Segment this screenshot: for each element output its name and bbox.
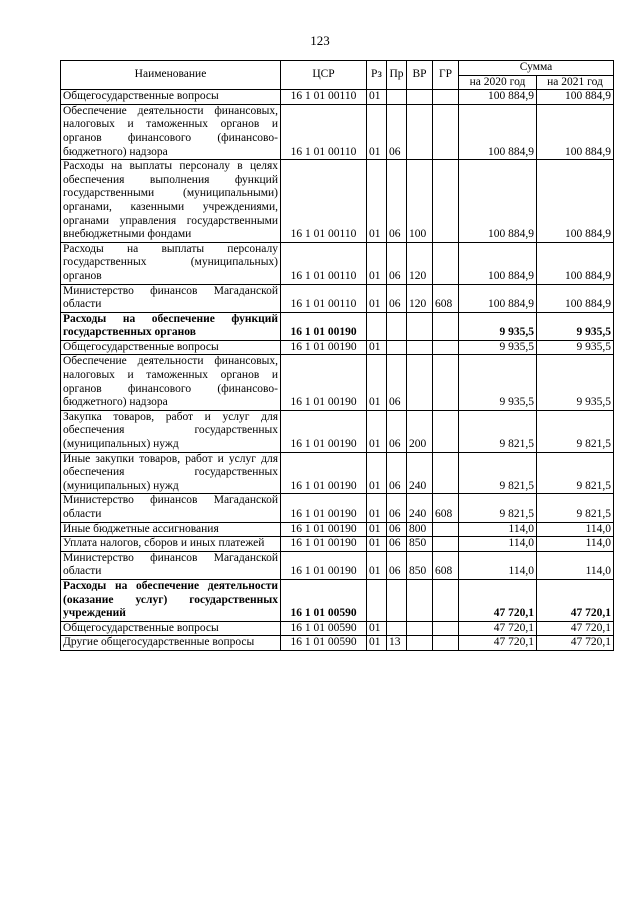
row-name-cell: Иные бюджетные ассигнования xyxy=(61,522,281,537)
table-row xyxy=(61,410,614,452)
table-row xyxy=(61,284,614,312)
row-rz-cell: 01 xyxy=(367,537,387,552)
row-sum-2020-cell: 9 935,5 xyxy=(459,312,537,340)
table-row xyxy=(61,312,614,340)
row-name-cell: Министерство финансов Магаданской области xyxy=(61,284,281,312)
row-sum-2020-cell: 9 935,5 xyxy=(459,355,537,410)
table-row xyxy=(61,355,614,410)
row-name-cell: Иные закупки товаров, работ и услуг для обеспечения государственных (муниципальных) нужд xyxy=(61,452,281,494)
table-row xyxy=(61,621,614,636)
row-sum-2021-cell: 100 884,9 xyxy=(537,242,614,284)
header-csr: ЦСР xyxy=(281,61,367,90)
row-rz-cell: 01 xyxy=(367,452,387,494)
row-csr-cell: 16 1 01 00590 xyxy=(281,579,367,621)
row-sum-2021-cell: 100 884,9 xyxy=(537,90,614,105)
row-name-cell: Министерство финансов Магаданской области xyxy=(61,551,281,579)
row-sum-2020-cell: 9 821,5 xyxy=(459,410,537,452)
row-gr-cell xyxy=(433,579,459,621)
row-rz-cell: 01 xyxy=(367,284,387,312)
row-pr-cell xyxy=(387,579,407,621)
row-pr-cell: 06 xyxy=(387,551,407,579)
row-rz-cell: 01 xyxy=(367,494,387,522)
row-csr-cell: 16 1 01 00110 xyxy=(281,160,367,243)
row-rz-cell xyxy=(367,312,387,340)
row-gr-cell xyxy=(433,104,459,159)
row-pr-cell xyxy=(387,90,407,105)
row-vr-cell: 850 xyxy=(407,551,433,579)
row-vr-cell: 120 xyxy=(407,284,433,312)
row-pr-cell: 06 xyxy=(387,494,407,522)
table-row xyxy=(61,636,614,651)
row-vr-cell: 850 xyxy=(407,537,433,552)
row-sum-2021-cell: 47 720,1 xyxy=(537,579,614,621)
row-sum-2021-cell: 9 935,5 xyxy=(537,340,614,355)
row-sum-2021-cell: 114,0 xyxy=(537,551,614,579)
row-pr-cell: 06 xyxy=(387,452,407,494)
row-sum-2021-cell: 114,0 xyxy=(537,537,614,552)
row-vr-cell xyxy=(407,340,433,355)
row-csr-cell: 16 1 01 00110 xyxy=(281,284,367,312)
header-row-1 xyxy=(61,61,614,76)
row-csr-cell: 16 1 01 00190 xyxy=(281,537,367,552)
row-sum-2020-cell: 100 884,9 xyxy=(459,104,537,159)
row-name-cell: Обеспечение деятельности финансовых, налоговых и таможенных органов и органов финансового (финансово-бюджетного) надзора xyxy=(61,355,281,410)
table-row xyxy=(61,104,614,159)
header-name: Наименование xyxy=(61,61,281,90)
row-sum-2020-cell: 9 821,5 xyxy=(459,494,537,522)
table-row xyxy=(61,452,614,494)
row-pr-cell xyxy=(387,312,407,340)
row-csr-cell: 16 1 01 00190 xyxy=(281,522,367,537)
row-pr-cell: 06 xyxy=(387,537,407,552)
row-rz-cell: 01 xyxy=(367,90,387,105)
row-rz-cell: 01 xyxy=(367,551,387,579)
row-rz-cell: 01 xyxy=(367,160,387,243)
row-name-cell: Общегосударственные вопросы xyxy=(61,90,281,105)
table-row xyxy=(61,522,614,537)
row-csr-cell: 16 1 01 00110 xyxy=(281,104,367,159)
header-year-2020: на 2020 год xyxy=(459,75,537,90)
row-pr-cell: 06 xyxy=(387,410,407,452)
budget-table xyxy=(60,60,614,651)
table-row xyxy=(61,90,614,105)
row-sum-2021-cell: 100 884,9 xyxy=(537,284,614,312)
row-gr-cell xyxy=(433,355,459,410)
row-sum-2020-cell: 100 884,9 xyxy=(459,242,537,284)
row-vr-cell xyxy=(407,355,433,410)
row-sum-2021-cell: 9 821,5 xyxy=(537,452,614,494)
row-vr-cell xyxy=(407,621,433,636)
table-row xyxy=(61,160,614,243)
row-vr-cell xyxy=(407,312,433,340)
table-row xyxy=(61,579,614,621)
page-number: 123 xyxy=(310,33,330,48)
row-gr-cell xyxy=(433,160,459,243)
row-gr-cell: 608 xyxy=(433,494,459,522)
row-pr-cell xyxy=(387,340,407,355)
row-name-cell: Расходы на выплаты персоналу государственных (муниципальных) органов xyxy=(61,242,281,284)
row-vr-cell: 240 xyxy=(407,452,433,494)
row-csr-cell: 16 1 01 00190 xyxy=(281,494,367,522)
row-vr-cell xyxy=(407,90,433,105)
row-name-cell: Другие общегосударственные вопросы xyxy=(61,636,281,651)
row-sum-2021-cell: 9 935,5 xyxy=(537,312,614,340)
row-csr-cell: 16 1 01 00590 xyxy=(281,636,367,651)
row-sum-2020-cell: 100 884,9 xyxy=(459,284,537,312)
row-csr-cell: 16 1 01 00190 xyxy=(281,452,367,494)
row-vr-cell: 200 xyxy=(407,410,433,452)
row-vr-cell xyxy=(407,104,433,159)
row-rz-cell: 01 xyxy=(367,104,387,159)
row-gr-cell xyxy=(433,340,459,355)
header-vr: ВР xyxy=(407,61,433,90)
row-pr-cell: 06 xyxy=(387,522,407,537)
row-gr-cell xyxy=(433,452,459,494)
row-name-cell: Закупка товаров, работ и услуг для обеспечения государственных (муниципальных) нужд xyxy=(61,410,281,452)
row-sum-2021-cell: 100 884,9 xyxy=(537,160,614,243)
header-year-2021: на 2021 год xyxy=(537,75,614,90)
row-csr-cell: 16 1 01 00190 xyxy=(281,551,367,579)
header-gr: ГР xyxy=(433,61,459,90)
row-sum-2020-cell: 47 720,1 xyxy=(459,621,537,636)
row-gr-cell: 608 xyxy=(433,551,459,579)
row-csr-cell: 16 1 01 00190 xyxy=(281,355,367,410)
row-sum-2020-cell: 114,0 xyxy=(459,551,537,579)
row-rz-cell: 01 xyxy=(367,621,387,636)
row-pr-cell: 06 xyxy=(387,242,407,284)
row-vr-cell: 240 xyxy=(407,494,433,522)
row-sum-2021-cell: 47 720,1 xyxy=(537,621,614,636)
budget-table-body xyxy=(61,90,614,651)
row-sum-2021-cell: 9 821,5 xyxy=(537,410,614,452)
row-sum-2020-cell: 114,0 xyxy=(459,522,537,537)
row-sum-2020-cell: 9 821,5 xyxy=(459,452,537,494)
row-sum-2020-cell: 9 935,5 xyxy=(459,340,537,355)
header-sum: Сумма xyxy=(459,61,614,76)
row-gr-cell xyxy=(433,636,459,651)
row-pr-cell: 06 xyxy=(387,284,407,312)
row-rz-cell: 01 xyxy=(367,410,387,452)
row-name-cell: Уплата налогов, сборов и иных платежей xyxy=(61,537,281,552)
row-gr-cell xyxy=(433,522,459,537)
row-rz-cell xyxy=(367,579,387,621)
header-rz: Рз xyxy=(367,61,387,90)
row-csr-cell: 16 1 01 00190 xyxy=(281,312,367,340)
row-sum-2021-cell: 114,0 xyxy=(537,522,614,537)
row-vr-cell: 100 xyxy=(407,160,433,243)
row-vr-cell xyxy=(407,579,433,621)
row-sum-2021-cell: 100 884,9 xyxy=(537,104,614,159)
row-csr-cell: 16 1 01 00590 xyxy=(281,621,367,636)
row-pr-cell: 13 xyxy=(387,636,407,651)
row-name-cell: Министерство финансов Магаданской области xyxy=(61,494,281,522)
row-gr-cell xyxy=(433,410,459,452)
row-sum-2021-cell: 9 935,5 xyxy=(537,355,614,410)
row-name-cell: Расходы на обеспечение функций государственных органов xyxy=(61,312,281,340)
row-name-cell: Расходы на обеспечение деятельности (оказание услуг) государственных учреждений xyxy=(61,579,281,621)
row-vr-cell xyxy=(407,636,433,651)
header-pr: Пр xyxy=(387,61,407,90)
table-row xyxy=(61,340,614,355)
row-vr-cell: 800 xyxy=(407,522,433,537)
row-rz-cell: 01 xyxy=(367,522,387,537)
row-name-cell: Обеспечение деятельности финансовых, налоговых и таможенных органов и органов финансового (финансово-бюджетного) надзора xyxy=(61,104,281,159)
row-csr-cell: 16 1 01 00190 xyxy=(281,340,367,355)
row-gr-cell xyxy=(433,621,459,636)
row-pr-cell: 06 xyxy=(387,355,407,410)
row-pr-cell: 06 xyxy=(387,160,407,243)
row-sum-2020-cell: 47 720,1 xyxy=(459,636,537,651)
row-sum-2021-cell: 47 720,1 xyxy=(537,636,614,651)
row-rz-cell: 01 xyxy=(367,355,387,410)
row-gr-cell xyxy=(433,312,459,340)
table-row xyxy=(61,551,614,579)
row-sum-2020-cell: 100 884,9 xyxy=(459,90,537,105)
row-gr-cell xyxy=(433,537,459,552)
row-pr-cell xyxy=(387,621,407,636)
row-rz-cell: 01 xyxy=(367,340,387,355)
row-pr-cell: 06 xyxy=(387,104,407,159)
row-sum-2020-cell: 47 720,1 xyxy=(459,579,537,621)
row-name-cell: Общегосударственные вопросы xyxy=(61,340,281,355)
row-rz-cell: 01 xyxy=(367,636,387,651)
row-gr-cell xyxy=(433,242,459,284)
row-csr-cell: 16 1 01 00110 xyxy=(281,242,367,284)
row-sum-2020-cell: 100 884,9 xyxy=(459,160,537,243)
row-csr-cell: 16 1 01 00190 xyxy=(281,410,367,452)
table-row xyxy=(61,537,614,552)
row-sum-2021-cell: 9 821,5 xyxy=(537,494,614,522)
table-row xyxy=(61,242,614,284)
row-csr-cell: 16 1 01 00110 xyxy=(281,90,367,105)
row-sum-2020-cell: 114,0 xyxy=(459,537,537,552)
row-gr-cell: 608 xyxy=(433,284,459,312)
row-vr-cell: 120 xyxy=(407,242,433,284)
row-name-cell: Расходы на выплаты персоналу в целях обеспечения выполнения функций государственными (муниципальными) органами, казенными учреждениями, органами управления государственными внебюджетными фондами xyxy=(61,160,281,243)
row-rz-cell: 01 xyxy=(367,242,387,284)
row-gr-cell xyxy=(433,90,459,105)
table-row xyxy=(61,494,614,522)
row-name-cell: Общегосударственные вопросы xyxy=(61,621,281,636)
